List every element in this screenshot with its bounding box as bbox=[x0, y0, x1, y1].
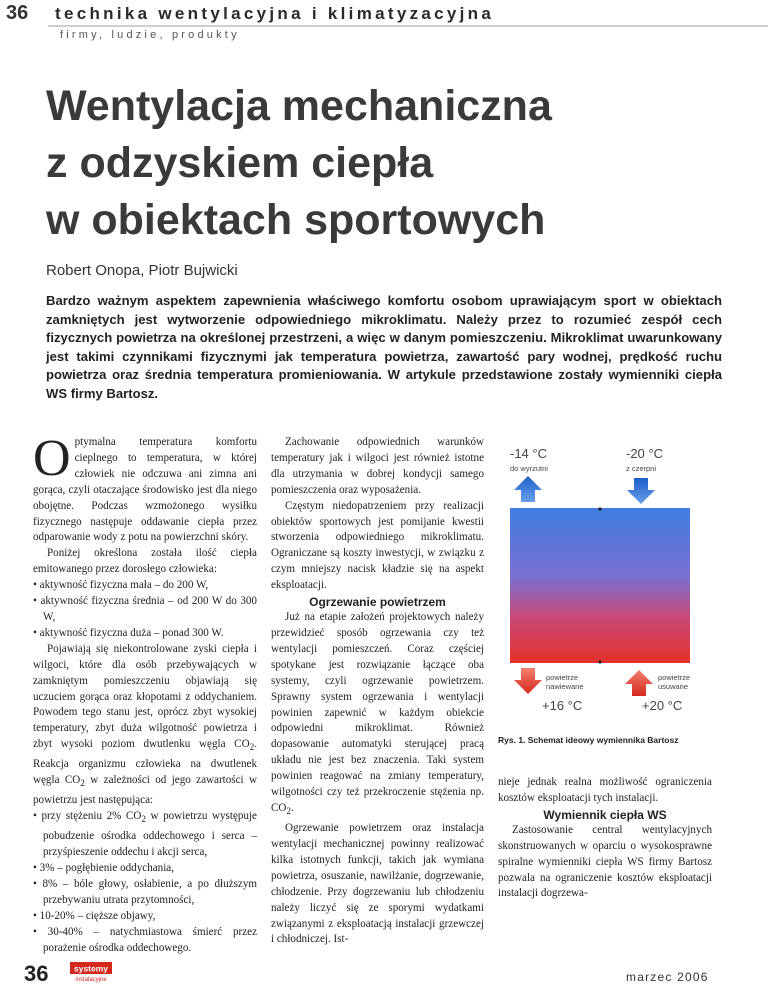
section-heading: Ogrzewanie powietrzem bbox=[309, 595, 446, 610]
paragraph: Ogrzewanie powietrzem oraz instalacja wentylacji mechanicznej powinny realizować kilka istotnych funkcji, takich jak wymiana powietrza, osuszanie, nawilżanie, dogrzewanie, chłodzenie. Przy dogrzewaniu lub chłodzeniu należy liczyć się ze sporymi wydatkami związanymi z eksploatacją instalacji grzewczej i chłodniczej. Ist- bbox=[271, 822, 484, 946]
article-authors: Robert Onopa, Piotr Bujwicki bbox=[46, 262, 238, 279]
label-top-right: z czerpni bbox=[626, 464, 657, 473]
issue-date: marzec 2006 bbox=[626, 970, 709, 984]
section-subtitle: firmy, ludzie, produkty bbox=[60, 29, 240, 41]
list-item: • aktywność fizyczna duża – ponad 300 W. bbox=[33, 626, 257, 642]
label-top-right-temp: -20 °C bbox=[626, 446, 663, 461]
list-co2-effects bbox=[33, 809, 257, 956]
list-item: • przy stężeniu 2% $CO_2$ w powietrzu występuje pobudzenie ośrodka oddechowego i serca – przyśpieszenie oddechu i akcji serca, bbox=[33, 809, 257, 861]
list-item: • 30-40% – natychmiastowa śmierć przez porażenie ośrodka oddechowego. bbox=[33, 925, 257, 957]
label-bottom-left-2: nawiewane bbox=[546, 682, 584, 691]
label-bottom-right-temp: +20 °C bbox=[642, 698, 683, 713]
paragraph: Zastosowanie central wentylacyjnych skonstruowanych w oparciu o wysokosprawne spiralne wymienniki ciepła WS firmy Bartosz pozwala na ograniczenie kosztów eksploatacji instalacji dogrzewa- bbox=[498, 823, 712, 900]
magazine-logo bbox=[70, 962, 112, 984]
list-item: • aktywność fizyczna mała – do 200 W, bbox=[33, 578, 257, 594]
header-divider bbox=[48, 25, 768, 27]
list-item: • aktywność fizyczna średnia – od 200 W do 300 W, bbox=[33, 594, 257, 626]
title-line: z odzyskiem ciepła bbox=[46, 139, 434, 187]
list-item: • 3% – pogłębienie oddychania, bbox=[33, 861, 257, 877]
paragraph: nieje jednak realna możliwość ograniczenia kosztów eksploatacji tych instalacji. bbox=[498, 776, 712, 804]
exchanger-body bbox=[510, 508, 690, 663]
article-title bbox=[46, 78, 746, 249]
connector-dot-top bbox=[598, 507, 601, 510]
text-column-3 bbox=[498, 775, 712, 902]
svg-text:instalacyjne: instalacyjne bbox=[75, 977, 107, 983]
text-column-2 bbox=[271, 435, 484, 948]
label-bottom-right-2: usuwane bbox=[658, 682, 689, 691]
title-line: w obiektach sportowych bbox=[46, 196, 546, 244]
list-heat-emission bbox=[33, 578, 257, 642]
arrow-supply-icon bbox=[514, 668, 542, 694]
text-column-1 bbox=[33, 430, 257, 957]
section-title: technika wentylacyjna i klimatyzacyjna bbox=[55, 4, 495, 23]
paragraph: Już na etapie założeń projektowych należy przewidzieć sposób ogrzewania czy też wentylacji pomieszczeń. Coraz częściej spotykane jest rozwiązanie łączące oba systemy, czyli ogrzewanie powietrzem. Sprawny system ogrzewania i wentylacji powinien zapewnić w każdym obiekcie odpowiedni mikroklimat. Również dopasowanie automatyki sterującej pracą układu nie jest bez znaczenia. Taki system powinien reagować na zmiany temperatury, wilgotności czy też przekroczenie stężenia np. $CO_2$. bbox=[271, 611, 484, 818]
list-item: • 8% – bóle głowy, osłabienie, a po dłuższym przebywaniu utrata przytomności, bbox=[33, 877, 257, 909]
header-page-number: 36 bbox=[6, 2, 29, 24]
arrow-exhaust-icon bbox=[514, 476, 542, 502]
paragraph: Zachowanie odpowiednich warunków temperatury jak i wilgoci jest również istotne dla utrzymania w dobrej kondycji samego pomieszczenia oraz wyposażenia. bbox=[271, 436, 484, 496]
paragraph: Częstym niedopatrzeniem przy realizacji obiektów sportowych jest pomijanie kwestii stworzenia odpowiedniego mikroklimatu. Ograniczane są koszty inwestycji, w związku z czym mniejszy nacisk kładzie się na aspekt eksploatacji. bbox=[271, 499, 484, 592]
svg-text:systemy: systemy bbox=[73, 963, 109, 974]
footer-page-number: 36 bbox=[24, 961, 49, 986]
figure-caption: Rys. 1. Schemat ideowy wymiennika Bartosz bbox=[498, 735, 679, 745]
paragraph: Poniżej określona została ilość ciepła emitowanego przez dorosłego człowieka: bbox=[33, 547, 257, 576]
connector-dot-bottom bbox=[598, 660, 601, 663]
section-heading: Wymiennik ciepła WS bbox=[543, 807, 667, 822]
heat-exchanger-diagram bbox=[496, 430, 718, 725]
label-bottom-left-temp: +16 °C bbox=[542, 698, 583, 713]
diagram-svg bbox=[496, 430, 718, 725]
paragraph: Pojawiają się niekontrolowane zyski ciepła i wilgoci, które dla osób przebywających w zamkniętym pomieszczeniu objawiają się uczuciem gorąca oraz kłopotami z oddychaniem. Powodem tego stanu jest, oprócz zbyt wysokiej temperatury, zbyt duża wilgotność powietrza i zbyt wysoki poziom dwutlenku węgla $CO_2$. Reakcja organizmu człowieka na dwutlenek węgla $CO_2$ w zależności od jego zawartości w powietrzu jest następująca: bbox=[33, 642, 257, 807]
label-top-left: do wyrzutni bbox=[510, 464, 548, 473]
article-lead: Bardzo ważnym aspektem zapewnienia właściwego komfortu osobom uprawiającym sport w obiektach zamkniętych jest wytworzenie odpowiedniego mikroklimatu. Należy przez to rozumieć zespół cech fizycznych powietrza na określonej przestrzeni, a więc w danym pomieszczeniu. Mikroklimat uwarunkowany jest takimi czynnikami fizycznymi jak temperatura powietrza, zawartość pary wodnej, prędkość ruchu powietrza oraz średnia temperatura promieniowania. W artykule przedstawione zostały wymienniki ciepła WS firmy Bartosz. bbox=[46, 293, 722, 401]
arrow-intake-icon bbox=[627, 478, 655, 504]
title-line: Wentylacja mechaniczna bbox=[46, 82, 552, 130]
label-bottom-right-1: powietrze bbox=[658, 673, 691, 682]
list-item: • 10-20% – cięższe objawy, bbox=[33, 909, 257, 925]
label-bottom-left-1: powietrze bbox=[546, 673, 579, 682]
label-top-left-temp: -14 °C bbox=[510, 446, 547, 461]
arrow-extract-icon bbox=[625, 670, 653, 696]
drop-cap: O bbox=[33, 430, 71, 487]
paragraph: Optymalna temperatura komfortu cieplnego to temperatura, w której człowiek nie odczuwa ani zimna ani gorąca, czyli otaczające środowisko jest dla niego obojętne. Podczas wzmożonego wysiłku fizycznego następuje oddawanie ciepła przez odparowanie wody z potu na powierzchni skóry. bbox=[33, 430, 257, 544]
